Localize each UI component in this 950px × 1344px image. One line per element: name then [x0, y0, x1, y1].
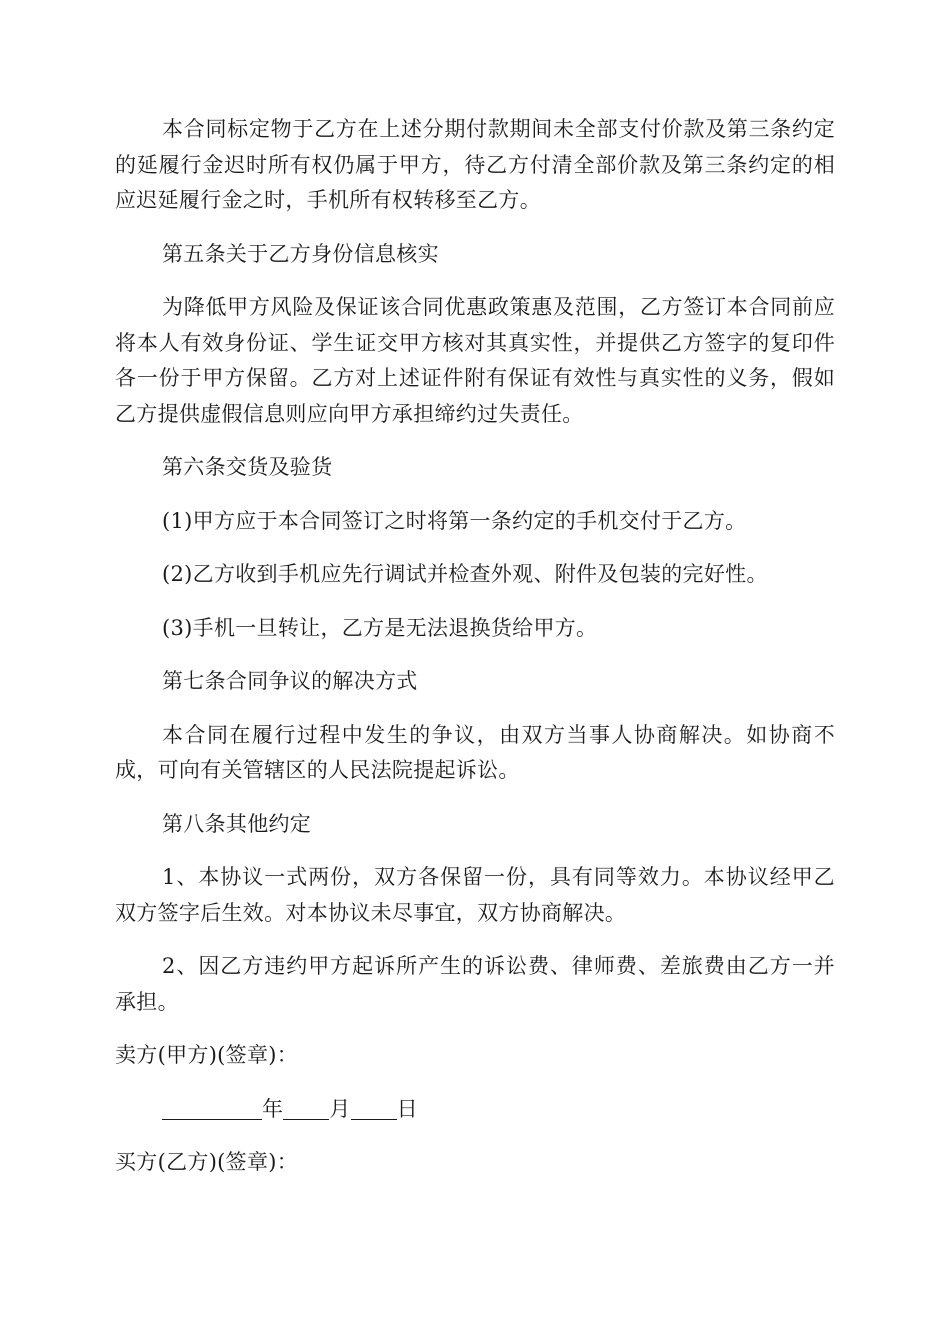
section-heading-8: 第八条其他约定 — [162, 811, 312, 836]
day-label: 日 — [396, 1096, 418, 1121]
paragraph-other-1: 1、本协议一式两份，双方各保留一份，具有同等效力。本协议经甲乙双方签字后生效。对本协议未尽事宜，双方协商解决。 — [115, 865, 835, 925]
document-page — [115, 112, 835, 1199]
signature-date-line — [115, 1092, 835, 1128]
buyer-signature-label: 买方(乙方)(签章)： — [115, 1150, 299, 1174]
month-label: 月 — [329, 1096, 351, 1121]
paragraph-other-2: 2、因乙方违约甲方起诉所产生的诉讼费、律师费、差旅费由乙方一并承担。 — [115, 954, 835, 1014]
day-blank — [351, 1095, 397, 1120]
paragraph-ownership: 本合同标定物于乙方在上述分期付款期间未全部支付价款及第三条约定的延履行金迟时所有权仍属于甲方，待乙方付清全部价款及第三条约定的相应迟延履行金之时，手机所有权转移至乙方。 — [115, 117, 835, 212]
paragraph-delivery-1: (1)甲方应于本合同签订之时将第一条约定的手机交付于乙方。 — [162, 508, 747, 533]
paragraph-identity-verification: 为降低甲方风险及保证该合同优惠政策惠及范围，乙方签订本合同前应将本人有效身份证、学生证交甲方核对其真实性，并提供乙方签字的复印件各一份于甲方保留。乙方对上述证件附有保证有效性与真实性的义务，假如乙方提供虚假信息则应向甲方承担缔约过失责任。 — [115, 295, 835, 426]
section-heading-5: 第五条关于乙方身份信息核实 — [162, 241, 439, 266]
month-blank — [283, 1095, 329, 1120]
section-heading-6: 第六条交货及验货 — [162, 455, 333, 479]
paragraph-delivery-3: (3)手机一旦转让，乙方是无法退换货给甲方。 — [162, 615, 598, 640]
section-heading-7: 第七条合同争议的解决方式 — [162, 669, 418, 693]
year-label: 年 — [262, 1096, 284, 1121]
paragraph-delivery-2: (2)乙方收到手机应先行调试并检查外观、附件及包装的完好性。 — [162, 562, 768, 586]
year-blank — [162, 1095, 262, 1120]
paragraph-dispute: 本合同在履行过程中发生的争议，由双方当事人协商解决。如协商不成，可向有关管辖区的人民法院提起诉讼。 — [115, 722, 835, 782]
seller-signature-label: 卖方(甲方)(签章)： — [115, 1043, 299, 1067]
